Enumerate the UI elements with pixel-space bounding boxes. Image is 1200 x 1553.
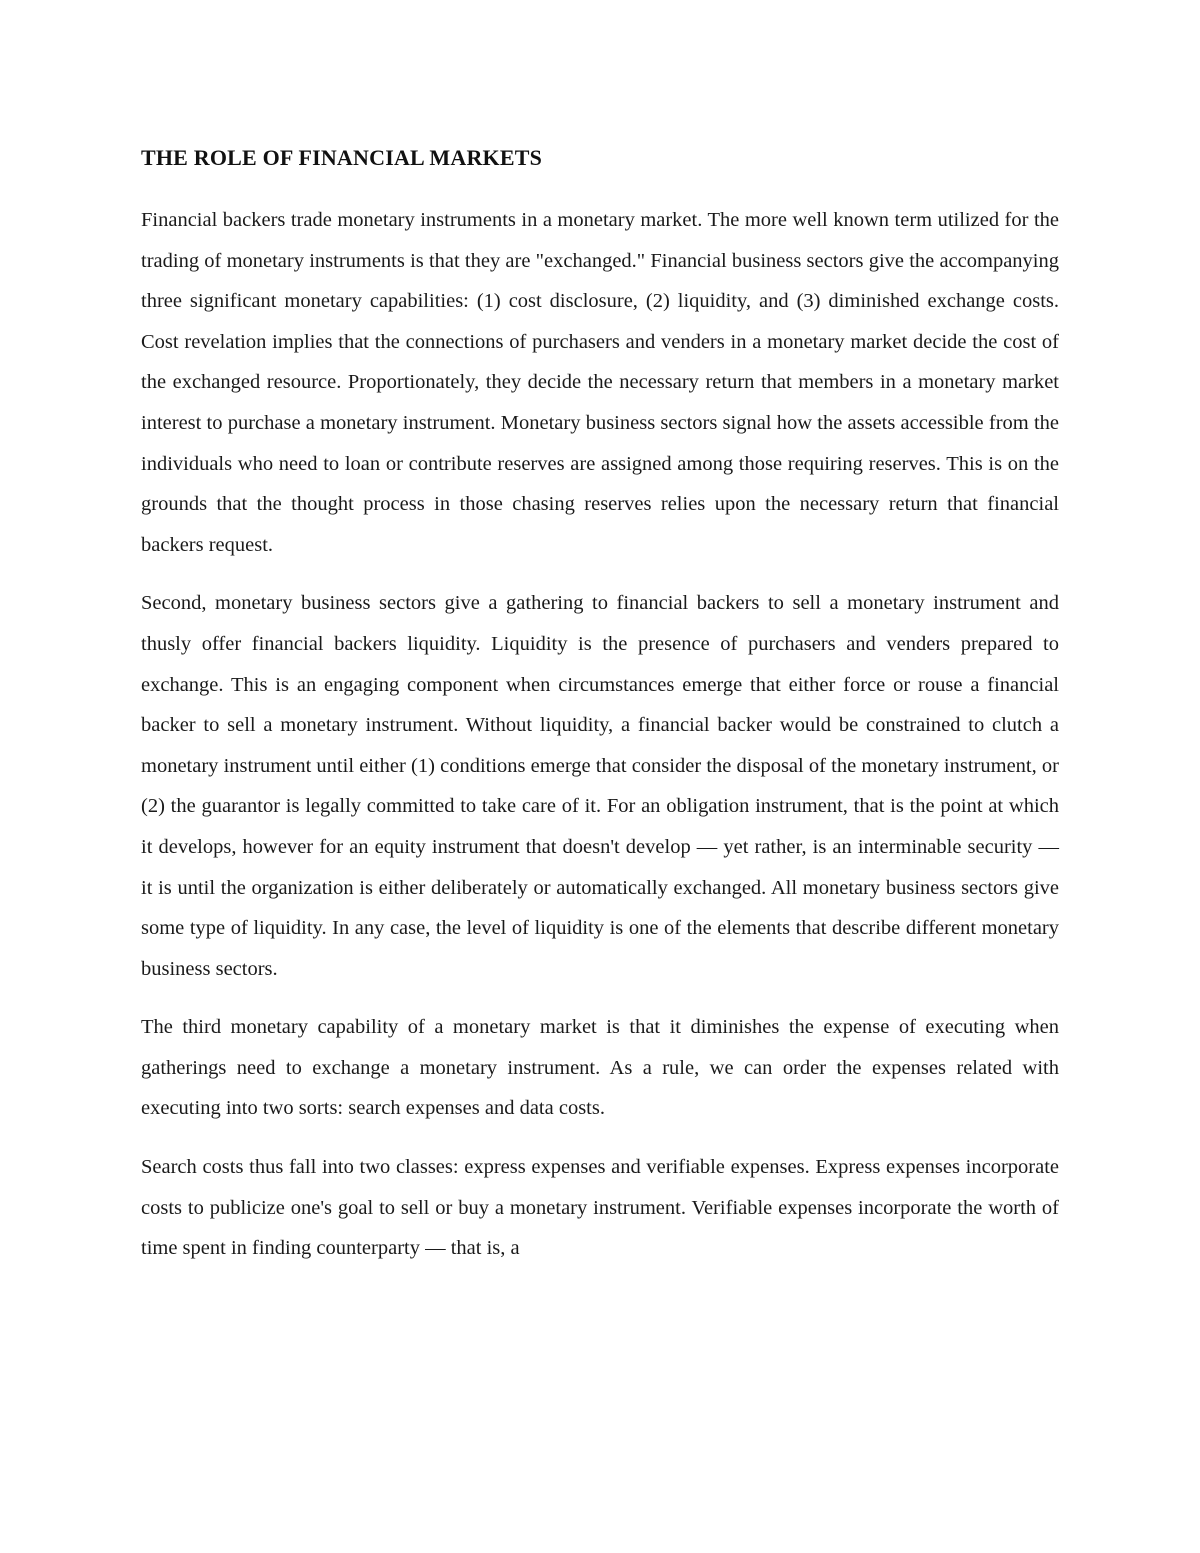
document-body [141,142,1059,1287]
paragraph-liquidity: Second, monetary business sectors give a gathering to financial backers to sell a monetary instrument and thusly offer financial backers liquidity. Liquidity is the presence of purchasers and venders prepared to exchange. This is an engaging component when circumstances emerge that either force or rouse a financial backer to sell a monetary instrument. Without liquidity, a financial backer would be constrained to clutch a monetary instrument until either (1) conditions emerge that consider the disposal of the monetary instrument, or (2) the guarantor is legally committed to take care of it. For an obligation instrument, that is the point at which it develops, however for an equity instrument that doesn't develop — yet rather, is an interminable security — it is until the organization is either deliberately or automatically exchanged. All monetary business sectors give some type of liquidity. In any case, the level of liquidity is one of the elements that describe different monetary business sectors. [141,592,1059,980]
paragraph-search-costs: Search costs thus fall into two classes: express expenses and verifiable expenses. Express expenses incorporate costs to publicize one's goal to sell or buy a monetary instrument. Verifiable expenses incorporate the worth of time spent in finding counterparty — that is, a [141,1156,1059,1260]
document-title: THE ROLE OF FINANCIAL MARKETS [141,145,543,170]
paragraph-price-discovery: Financial backers trade monetary instruments in a monetary market. The more well known term utilized for the trading of monetary instruments is that they are "exchanged." Financial business sectors give the accompanying three significant monetary capabilities: (1) cost disclosure, (2) liquidity, and (3) diminished exchange costs. Cost revelation implies that the connections of purchasers and venders in a monetary market decide the cost of the exchanged resource. Proportionately, they decide the necessary return that members in a monetary market interest to purchase a monetary instrument. Monetary business sectors signal how the assets accessible from the individuals who need to loan or contribute reserves are assigned among those requiring reserves. This is on the grounds that the thought process in those chasing reserves relies upon the necessary return that financial backers request. [141,209,1059,556]
paragraph-transaction-costs: The third monetary capability of a monetary market is that it diminishes the expense of executing when gatherings need to exchange a monetary instrument. As a rule, we can order the expenses related with executing into two sorts: search expenses and data costs. [141,1016,1059,1120]
